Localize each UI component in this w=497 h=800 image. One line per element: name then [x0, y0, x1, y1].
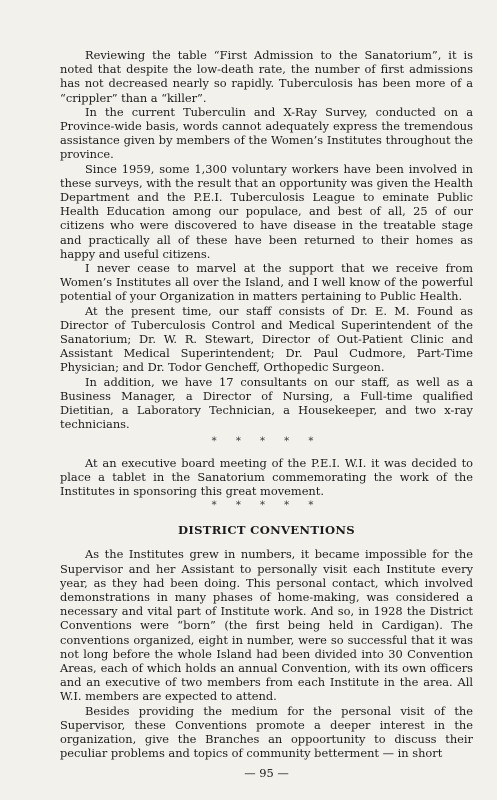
paragraph-consultants: In addition, we have 17 consultants on our staff, as well as a Business Manager, a Director of Nursing, a Full-time qualified Dietitian, a Laboratory Technician, a Housekeeper, and two x-ray technicians.	[60, 374, 473, 432]
paragraph-tablet: At an executive board meeting of the P.E.I. W.I. it was decided to place a tablet in the Sanatorium commemorating the work of the Institutes in sponsoring this great movement.	[60, 455, 473, 499]
page-number: — 95 —	[244, 766, 289, 781]
separator-stars: * * * * *	[211, 499, 322, 511]
paragraph-xray-survey: In the current Tuberculin and X-Ray Survey, conducted on a Province-wide basis, words cannot adequately express the tremendous assistance given by members of the Women’s Institutes throughout the province.	[60, 104, 473, 162]
document-page	[60, 48, 473, 781]
paragraph-conventions-growth: As the Institutes grew in numbers, it became impossible for the Supervisor and her Assistant to personally visit each Institute every year, as they had been doing. This personal contact, which involved demonstrations in many phases of home-making, was considered a necessary and vital part of Institute work. And so, in 1928 the District Conventions were “born” (the first being held in Cardigan). The conventions organized, eight in number, were so successful that it was not long before the whole Island had been divided into 30 Convention Areas, each of which holds an annual Convention, with its own officers and an executive of two members from each Institute in the area. All W.I. members are expected to attend.	[60, 547, 473, 704]
paragraph-voluntary-workers: Since 1959, some 1,300 voluntary workers have been involved in these surveys, with the result that an opportunity was given the Health Department and the P.E.I. Tuberculosis League to eminate Public Health Education among our populace, and best of all, 25 of our citizens who were discovered to have disease in the treatable stage and practically all of these have been returned to their homes as happy and useful citizens.	[60, 161, 473, 261]
section-heading: DISTRICT CONVENTIONS	[178, 523, 355, 538]
paragraph-first-admission: Reviewing the table “First Admission to the Sanatorium”, it is noted that despite the low-death rate, the number of first admissions has not decreased nearly so rapidly. Tuberculosis has been more of a “crippler” than a “killer”.	[60, 48, 473, 105]
paragraph-support: I never cease to marvel at the support that we receive from Women’s Institutes all over the Island, and I well know of the powerful potential of your Organization in matters pertaining to Public Health.	[60, 261, 473, 304]
paragraph-staff: At the present time, our staff consists of Dr. E. M. Found as Director of Tuberculosis Control and Medical Superintendent of the Sanatorium; Dr. W. R. Stewart, Director of Out-Patient Clinic and Assistant Medical Superintendent; Dr. Paul Cudmore, Part-Time Physician; and Dr. Todor Gencheff, Orthopedic Surgeon.	[60, 303, 473, 375]
separator-stars: * * * * *	[211, 436, 322, 448]
paragraph-conventions-purpose: Besides providing the medium for the personal visit of the Supervisor, these Conventions promote a deeper interest in the organization, give the Branches an oppoortunity to discuss their peculiar problems and topics of community betterment — in short	[60, 703, 473, 761]
